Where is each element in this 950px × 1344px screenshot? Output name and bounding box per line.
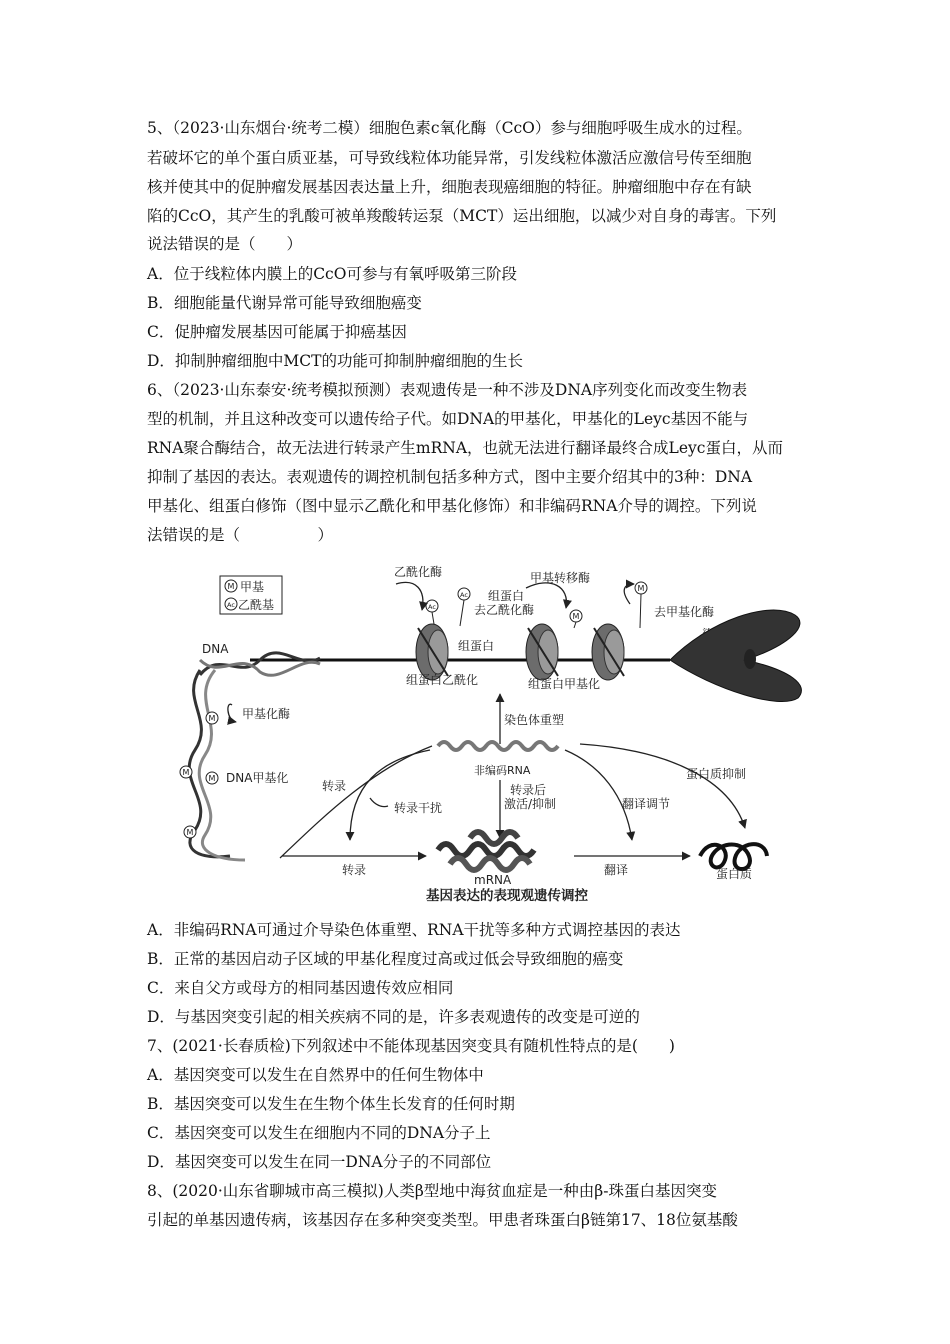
- question-7-option-b: B．基因突变可以发生在生物个体生长发育的任何时期: [147, 1095, 515, 1113]
- protein-icon: [700, 844, 767, 869]
- epigenetic-regulation-diagram: [170, 560, 830, 910]
- acetyl-mark-symbol: Ac: [428, 603, 436, 611]
- question-6-stem-line-2: 型的机制，并且这种改变可以遗传给子代。如DNA的甲基化，甲基化的Leyc基因不能与: [147, 410, 749, 428]
- question-8-stem-line-2: 引起的单基因遗传病，该基因存在多种突变类型。甲患者珠蛋白β链第17、18位氨基酸: [147, 1211, 738, 1229]
- methyl-legend-symbol: M: [227, 582, 235, 591]
- question-7-option-a: A．基因突变可以发生在自然界中的任何生物体中: [147, 1066, 484, 1084]
- question-7-stem: 7、(2021·长春质检)下列叙述中不能体现基因突变具有随机性特点的是( ): [147, 1037, 675, 1055]
- question-7-option-c: C．基因突变可以发生在细胞内不同的DNA分子上: [147, 1124, 491, 1142]
- mrna-strands: [438, 832, 534, 870]
- question-5-option-b: B．细胞能量代谢异常可能导致细胞癌变: [147, 294, 422, 312]
- protein-label: 蛋白质: [716, 867, 753, 881]
- legend-acetyl-label: 乙酰基: [238, 598, 275, 612]
- methylase-label: 甲基化酶: [242, 707, 291, 721]
- protein-inhibition-label: 蛋白质抑制: [686, 767, 747, 781]
- activate-inhibit-label: 激活/抑制: [504, 797, 557, 811]
- question-5-stem-line-3: 核并使其中的促肿瘤发展基因表达量上升，细胞表现癌细胞的特征。肿瘤细胞中存在有缺: [147, 178, 752, 196]
- methyltransferase-label: 甲基转移酶: [530, 571, 591, 585]
- question-6-stem-line-6: 法错误的是（ ）: [147, 526, 334, 544]
- acetyl-mark-symbol: Ac: [460, 591, 468, 599]
- methyl-mark-symbol: M: [208, 714, 216, 723]
- translation-label: 翻译: [604, 863, 629, 877]
- question-6-stem-line-5: 甲基化、组蛋白修饰（图中显示乙酰化和甲基化修饰）和非编码RNA介导的调控。下列说: [147, 497, 757, 515]
- question-5-stem-line-1: 5、（2023·山东烟台·统考二模）细胞色素c氧化酶（CcO）参与细胞呼吸生成水的过程。: [147, 119, 752, 137]
- mrna-label: mRNA: [474, 873, 512, 887]
- question-6-option-b: B．正常的基因启动子区域的甲基化程度过高或过低会导致细胞的癌变: [147, 950, 624, 968]
- question-5-option-c: C．促肿瘤发展基因可能属于抑癌基因: [147, 323, 407, 341]
- question-6-stem-line-4: 抑制了基因的表达。表观遗传的调控机制包括多种方式，图中主要介绍其中的3种：DNA: [147, 468, 753, 486]
- demethylase-label: 去甲基化酶: [654, 605, 715, 619]
- question-6-stem-line-1: 6、（2023·山东泰安·统考模拟预测）表观遗传是一种不涉及DNA序列变化而改变生物表: [147, 381, 748, 399]
- post-transcription-label: 转录后: [510, 783, 547, 797]
- question-6-option-d: D．与基因突变引起的相关疾病不同的是，许多表观遗传的改变是可逆的: [147, 1008, 640, 1026]
- nucleosome-acetylated: [416, 624, 448, 680]
- chromatin-remodel-label: 染色体重塑: [504, 713, 565, 727]
- histone-acetylation-label: 组蛋白乙酰化: [406, 673, 479, 687]
- question-5-option-a: A．位于线粒体内膜上的CcO可参与有氧呼吸第三阶段: [147, 265, 517, 283]
- methyl-mark-symbol: M: [208, 774, 216, 783]
- figure-caption: 基因表达的表现观遗传调控: [426, 888, 588, 904]
- methyl-mark-symbol: M: [637, 584, 645, 593]
- nucleosome-demethylated: [592, 624, 624, 680]
- transcription-bottom-label: 转录: [342, 863, 367, 877]
- deacetylase-label: 去乙酰化酶: [474, 603, 535, 617]
- question-6-option-a: A．非编码RNA可通过介导染色体重塑、RNA干扰等多种方式调控基因的表达: [147, 921, 681, 939]
- acetylase-label: 乙酰化酶: [394, 565, 443, 579]
- acetyl-legend-symbol: Ac: [227, 601, 235, 609]
- histone-methylation-label: 组蛋白甲基化: [528, 677, 601, 691]
- legend-box: [220, 576, 282, 614]
- legend-methyl-label: 甲基: [240, 580, 265, 594]
- question-7-option-d: D．基因突变可以发生在同一DNA分子的不同部位: [147, 1153, 492, 1171]
- chromosome-icon: [670, 610, 801, 702]
- dna-label: DNA: [202, 642, 229, 656]
- histone-top-label: 组蛋白: [488, 589, 525, 603]
- nucleosome-methylated: [526, 624, 558, 680]
- translation-regulation-label: 翻译调节: [622, 797, 671, 811]
- question-6-option-c: C．来自父方或母方的相同基因遗传效应相同: [147, 979, 454, 997]
- dna-methylation-label: DNA甲基化: [226, 771, 289, 785]
- question-5-stem-line-4: 陷的CcO，其产生的乳酸可被单羧酸转运泵（MCT）运出细胞，以减少对自身的毒害。下列: [147, 207, 777, 225]
- question-8-stem-line-1: 8、(2020·山东省聊城市高三模拟)人类β型地中海贫血症是一种由β-珠蛋白基因突变: [147, 1182, 717, 1200]
- histone-mid-label: 组蛋白: [458, 639, 495, 653]
- methyl-mark-symbol: M: [572, 612, 580, 621]
- question-5-stem-line-2: 若破坏它的单个蛋白质亚基，可导致线粒体功能异常，引发线粒体激活应激信号传至细胞: [147, 149, 752, 167]
- transcription-interference-label: 转录干扰: [394, 801, 443, 815]
- ncrna-strand: [438, 742, 558, 750]
- methyl-mark-symbol: M: [182, 768, 190, 777]
- transcription-top-label: 转录: [322, 779, 347, 793]
- methyl-mark-symbol: M: [186, 828, 194, 837]
- ncrna-label: 非编码RNA: [474, 764, 531, 777]
- question-6-stem-line-3: RNA聚合酶结合，故无法进行转录产生mRNA，也就无法进行翻译最终合成Leyc蛋白，从而: [147, 439, 783, 457]
- question-5-stem-line-5: 说法错误的是（ ）: [147, 235, 303, 253]
- question-5-option-d: D．抑制肿瘤细胞中MCT的功能可抑制肿瘤细胞的生长: [147, 352, 523, 370]
